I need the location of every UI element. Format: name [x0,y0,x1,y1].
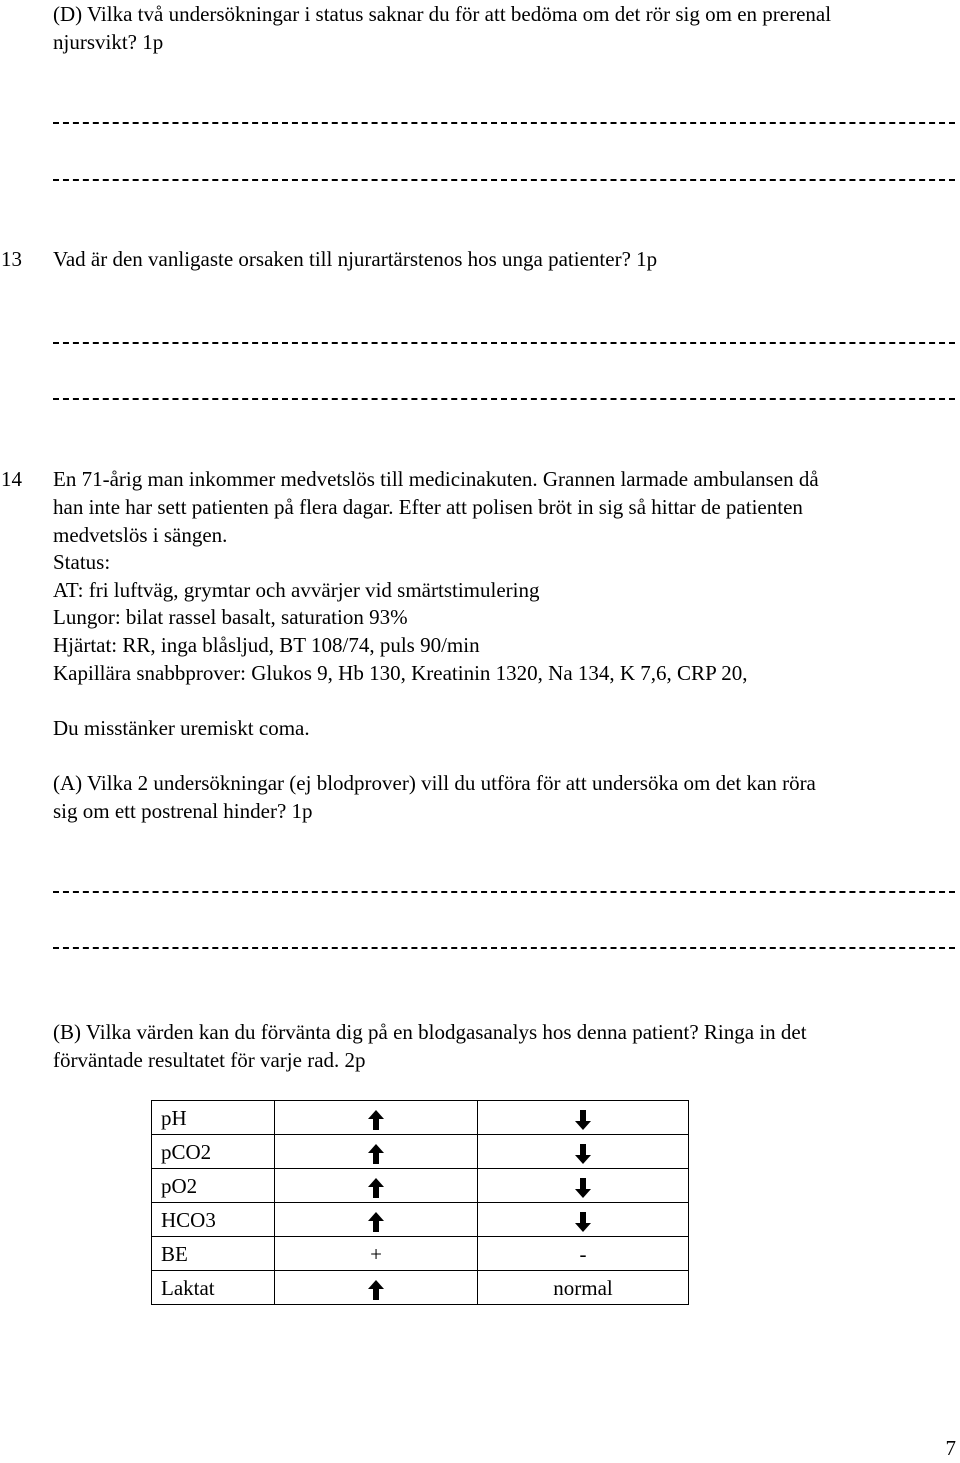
status-line: AT: fri luftväg, grymtar och avvärjer vid smärtstimulering [53,578,540,602]
option-minus[interactable]: - [478,1237,689,1271]
part-a-line2: sig om ett postrenal hinder? 1p [53,799,313,823]
status-line: Lungor: bilat rassel basalt, saturation 93% [53,605,408,629]
row-label: HCO3 [152,1203,275,1237]
row-label: Laktat [152,1271,275,1305]
answer-line[interactable] [53,947,955,949]
q14-case-line: medvetslös i sängen. [53,523,228,547]
down-arrow-icon [574,1177,592,1199]
table-row [152,1271,689,1305]
status-label: Status: [53,550,111,574]
up-arrow-icon [367,1109,385,1131]
option-down[interactable] [478,1169,689,1203]
up-arrow-icon [367,1177,385,1199]
option-up[interactable] [275,1169,478,1203]
answer-line[interactable] [53,122,955,124]
part-b-line1: (B) Vilka värden kan du förvänta dig på en blodgasanalys hos denna patient? Ringa in det [53,1020,807,1044]
part-a-line1: (A) Vilka 2 undersökningar (ej blodprover) vill du utföra för att undersöka om det kan röra [53,771,816,795]
down-arrow-icon [574,1143,592,1165]
option-normal[interactable]: normal [478,1271,689,1305]
row-label: pH [152,1101,275,1135]
option-up[interactable] [275,1135,478,1169]
table-row [152,1169,689,1203]
answer-line[interactable] [53,891,955,893]
up-arrow-icon [367,1211,385,1233]
down-arrow-icon [574,1211,592,1233]
page-number: 7 [945,1436,956,1460]
answer-line[interactable] [53,398,955,400]
part-b-line2: förväntade resultatet för varje rad. 2p [53,1048,366,1072]
down-arrow-icon [574,1109,592,1131]
row-label: pCO2 [152,1135,275,1169]
option-up[interactable] [275,1203,478,1237]
q12d-line2: njursvikt? 1p [53,30,164,54]
option-down[interactable] [478,1135,689,1169]
status-line: Kapillära snabbprover: Glukos 9, Hb 130, Kreatinin 1320, Na 134, K 7,6, CRP 20, [53,661,748,685]
question-number-13: 13 [1,247,22,271]
option-plus[interactable]: + [275,1237,478,1271]
q14-case-line: han inte har sett patienten på flera dagar. Efter att polisen bröt in sig så hittar de patienten [53,495,803,519]
status-line: Hjärtat: RR, inga blåsljud, BT 108/74, puls 90/min [53,633,480,657]
row-label: pO2 [152,1169,275,1203]
up-arrow-icon [367,1279,385,1301]
row-label: BE [152,1237,275,1271]
blood-gas-table [151,1100,689,1305]
q12d-line1: (D) Vilka två undersökningar i status saknar du för att bedöma om det rör sig om en prerenal [53,2,832,26]
answer-line[interactable] [53,342,955,344]
q13-text: Vad är den vanligaste orsaken till njurartärstenos hos unga patienter? 1p [53,247,658,271]
table-row [152,1101,689,1135]
answer-line[interactable] [53,179,955,181]
table-row [152,1135,689,1169]
up-arrow-icon [367,1143,385,1165]
suspicion-text: Du misstänker uremiskt coma. [53,716,310,740]
question-number-14: 14 [1,467,22,491]
option-down[interactable] [478,1203,689,1237]
option-up[interactable] [275,1271,478,1305]
q14-case-line: En 71-årig man inkommer medvetslös till medicinakuten. Grannen larmade ambulansen då [53,467,819,491]
table-row [152,1237,689,1271]
option-up[interactable] [275,1101,478,1135]
option-down[interactable] [478,1101,689,1135]
table-row [152,1203,689,1237]
